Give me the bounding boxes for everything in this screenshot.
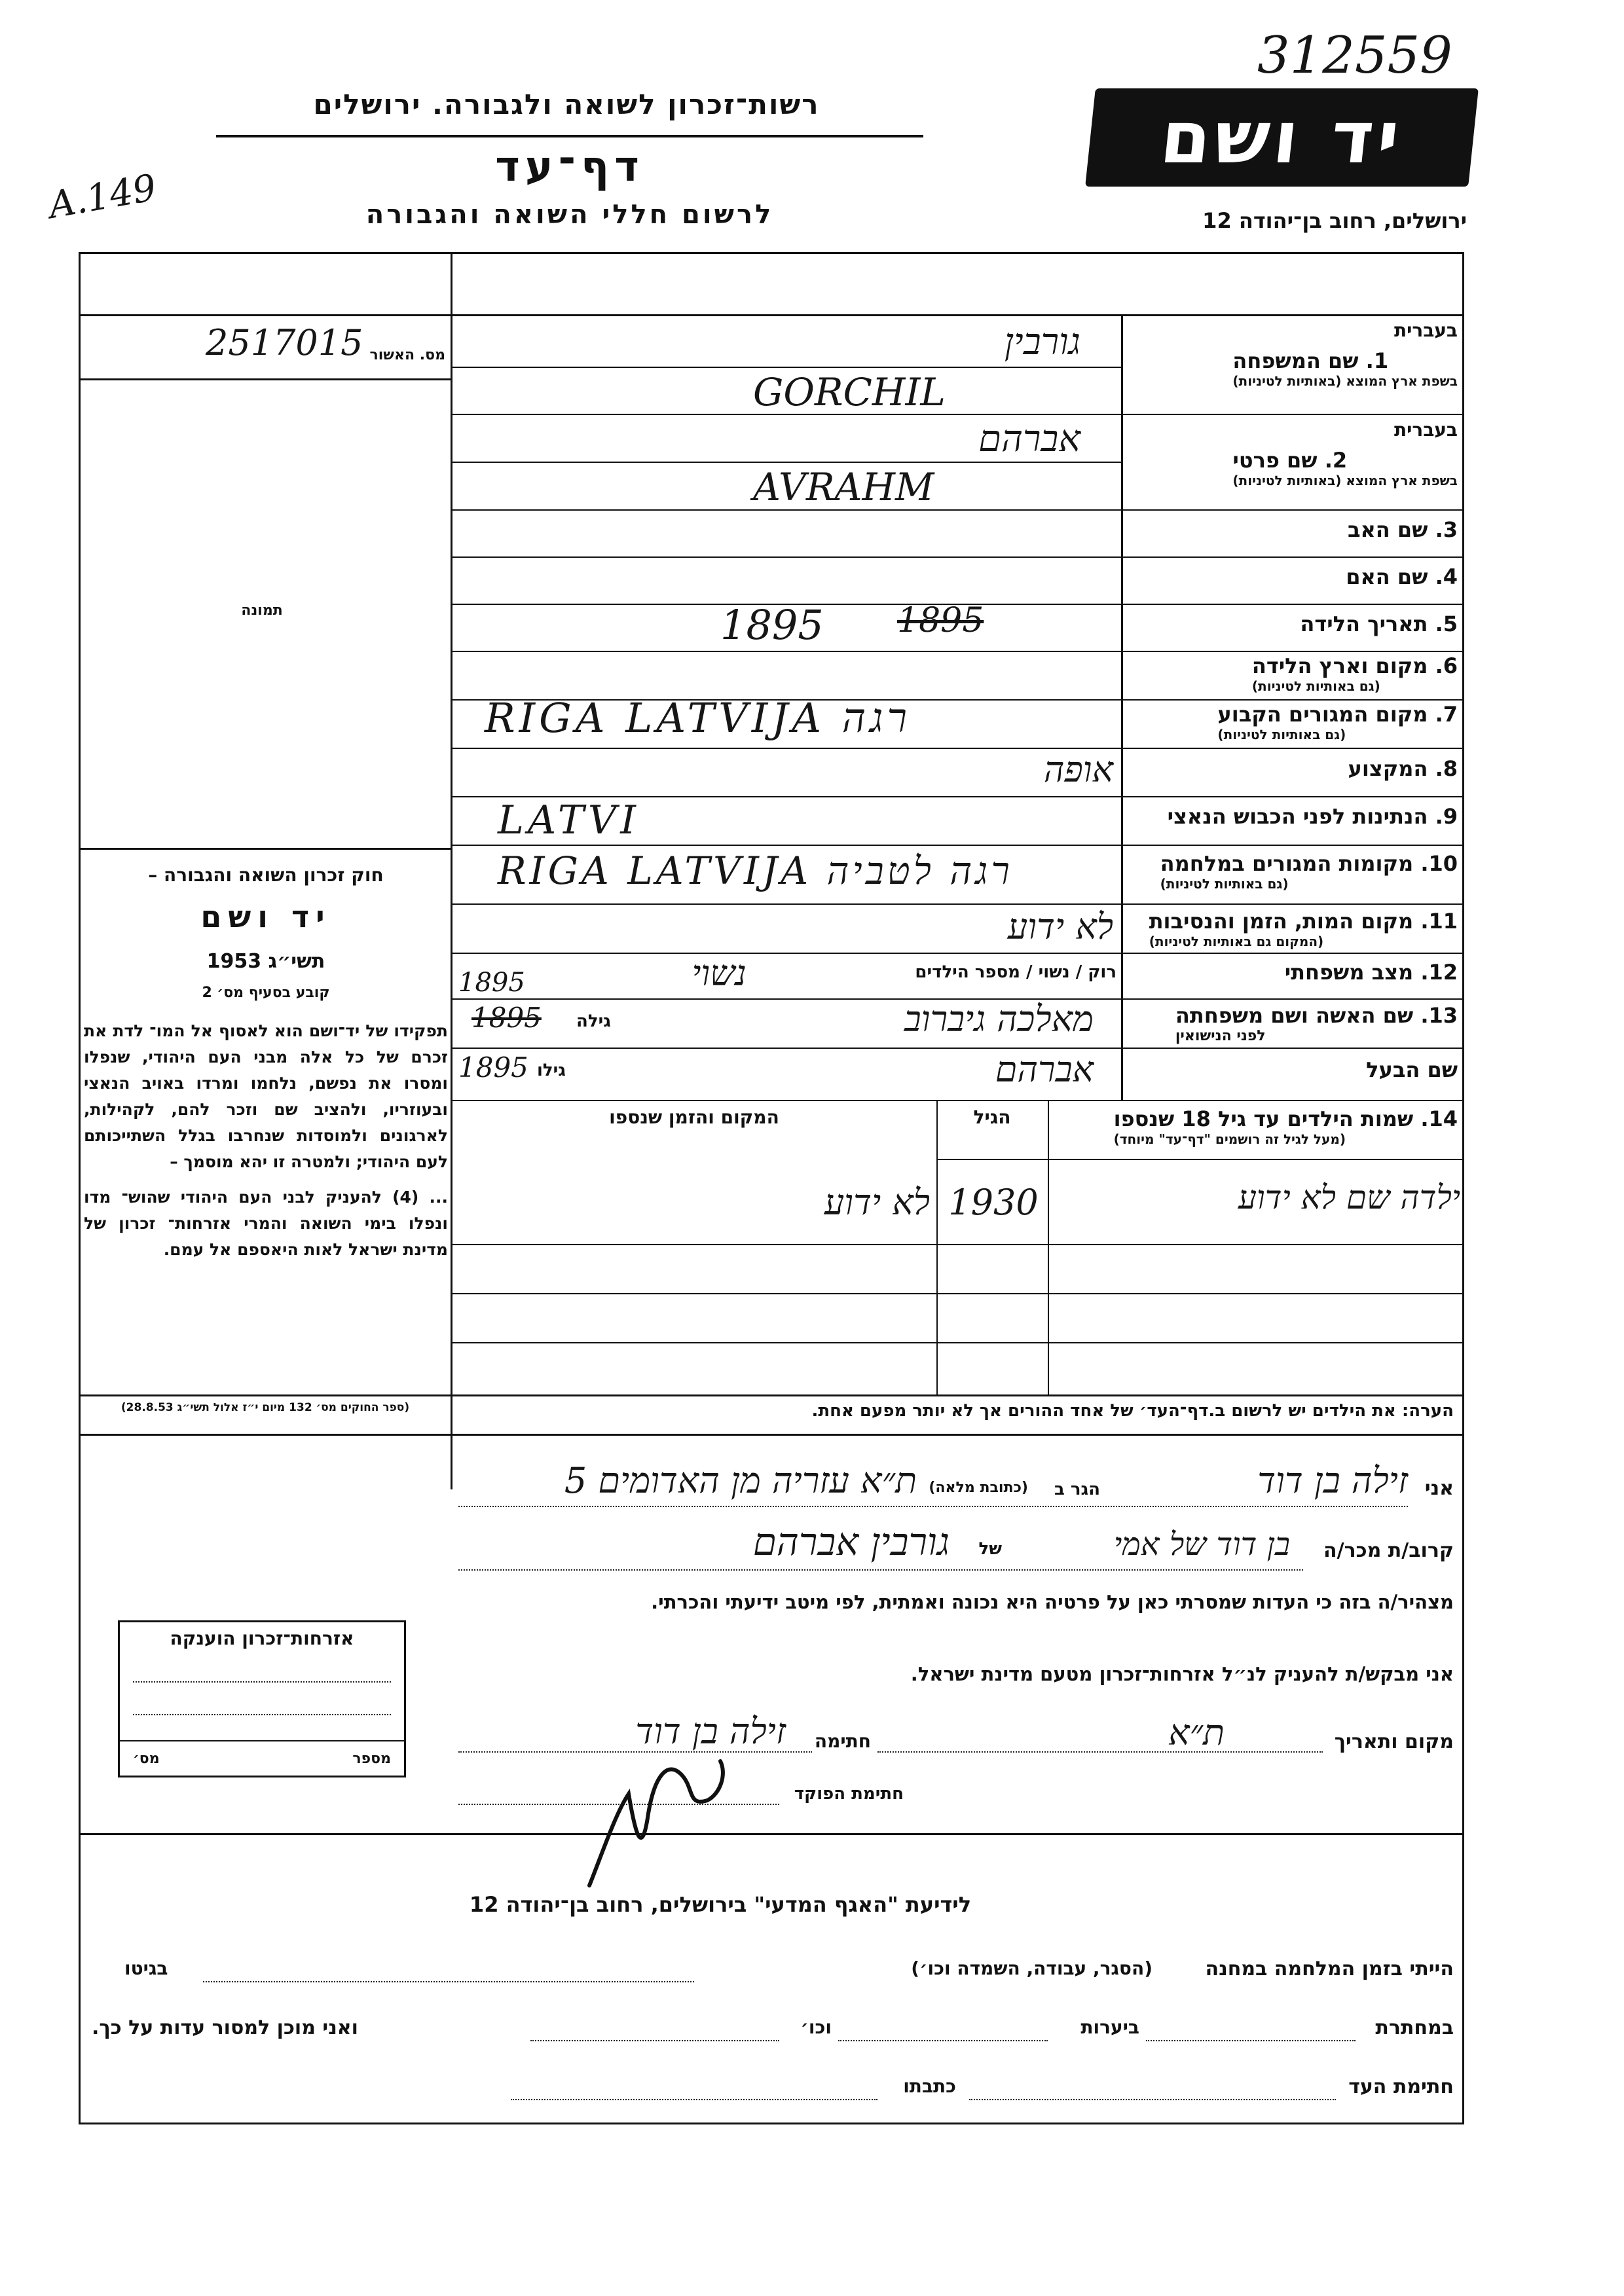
children-note: הערה: את הילדים יש לרשום ב.דף־העד׳ של אחד ההורים אך לא יותר מפעם אחת.: [811, 1401, 1454, 1421]
declaration-statement: מצהיר/ה בזה כי העדות שמסרתי כאן על פרטיה היא נכונה ואמתית, לפי מיטב ידיעתי והכרתי.: [651, 1591, 1454, 1613]
field-first-name: בעברית 2. שם פרטי בשפת ארץ המוצא (באותיות לטיניות): [1232, 419, 1458, 488]
serial-number-value: 2517015: [206, 322, 363, 363]
children-header: 14. שמות הילדים עד גיל 18 שנספו (מעל לגיל זה רושמים "דף־עד" מיוחד): [1113, 1106, 1458, 1147]
field-wife-name: 13. שם האשה ושם משפחתה לפני הנישואין: [1175, 1003, 1458, 1044]
yad-vashem-logo: יד ושם: [1085, 88, 1479, 187]
footer-line-1: הייתי בזמן המלחמה במחנה (הסגר, עבודה, השמדה וכו׳) בגיטו: [85, 1951, 1454, 1990]
form-subtitle: לרשום חללי השואה והגבורה: [365, 200, 774, 230]
relation-value[interactable]: בן דוד של אמי: [1113, 1526, 1290, 1563]
field-profession: 8. המקצוע: [1348, 756, 1458, 781]
dotted-line: [511, 2099, 877, 2100]
dotted-line: [458, 1569, 1303, 1571]
dotted-line: [133, 1714, 391, 1715]
top-right-annotation: [1257, 26, 1493, 85]
row-line: [451, 845, 1464, 846]
child-row-1-age[interactable]: 1930: [948, 1182, 1039, 1223]
declaration-line-1: אני זילה בן דוד הגר ב (כתובת מלאה) ת״א עזריה מן האדומים 5: [458, 1453, 1454, 1512]
row-line: [451, 1100, 1464, 1101]
marital-status-year: 1895: [458, 968, 525, 998]
child-row-1-name[interactable]: ילדה שם לא ידוע: [1238, 1178, 1460, 1216]
box-line: [120, 1740, 404, 1741]
husband-age-label: גילו: [537, 1061, 566, 1080]
address: ירושלים, רחוב בן־יהודה 12: [1202, 208, 1467, 233]
serial-number-block: [85, 324, 445, 363]
wife-name-value[interactable]: מאלכה גיברוב: [904, 998, 1094, 1040]
left-panel-top-line: [79, 314, 1464, 316]
law-ref: (ספר החוקים מס׳ 132 מיום י״ז אלול תשי״ג 28.8.53): [120, 1401, 410, 1414]
declarant-address[interactable]: ת״א עזריה מן האדומים 5: [564, 1460, 917, 1501]
field-birth-place: 6. מקום וארץ הלידה (גם באותיות לטיניות): [1251, 653, 1458, 694]
row-line: [451, 651, 1464, 652]
field-death-place: 11. מקום המות, הזמן והנסיבות (המקום גם באותיות לטיניות): [1149, 909, 1458, 949]
profession-value[interactable]: אופה: [1043, 749, 1113, 790]
declaration-sign-row: מקום ותאריך ת״א חתימה זילה בן דוד: [458, 1705, 1454, 1758]
children-name-divider: [1048, 1100, 1049, 1394]
birth-date-crossed-value: 1895: [897, 601, 984, 640]
left-panel-divider: [451, 252, 452, 1489]
law-text-2: ... (4) להעניק לבני העם היהודי שהוש־ מדו ונפלו בימי השואה והמרי אזרחות־ זכרון של מדינת ישראל לאות היאספם אל עמם.: [84, 1188, 449, 1259]
family-name-latin-value[interactable]: GORCHIL: [753, 370, 946, 414]
dotted-line: [133, 1681, 391, 1683]
children-row-line: [451, 1342, 1464, 1343]
field-father-name: 3. שם האב: [1347, 517, 1458, 542]
family-name-hebrew-value[interactable]: גורבין: [1004, 321, 1080, 363]
footer-top-line: [79, 1833, 1464, 1835]
row-line: [451, 367, 1121, 368]
wife-age-value[interactable]: 1895: [471, 1002, 542, 1034]
death-place-value[interactable]: לא ידוע: [1007, 906, 1113, 947]
law-name: יד ושם: [200, 899, 331, 934]
husband-age-value[interactable]: 1895: [458, 1051, 528, 1084]
children-row-line: [451, 1244, 1464, 1245]
serial-number-label: מס. האשור: [369, 347, 445, 363]
signature-value[interactable]: זילה בן דוד: [635, 1711, 786, 1752]
photo-label: תמונה: [241, 602, 283, 619]
first-name-hebrew-value[interactable]: אברהם: [978, 418, 1080, 460]
law-clause: קובע בסעיף מס׳ 2: [202, 985, 330, 1001]
law-title: חוק זכרון השואה והגבורה –: [148, 864, 384, 886]
field-family-name: בעברית 1. שם המשפחה בשפת ארץ המוצא (באותיות לטיניות): [1232, 319, 1458, 389]
field-wartime-residence: 10. מקומות המגורים במלחמה (גם באותיות לטיניות): [1160, 851, 1458, 892]
field-permanent-residence: 7. מקום המגורים הקבוע (גם באותיות לטיניות): [1217, 702, 1458, 742]
field-birth-date: 5. תאריך הלידה: [1300, 611, 1458, 636]
authority-underline: [216, 135, 923, 137]
place-date-value[interactable]: ת״א: [1168, 1712, 1225, 1753]
children-age-header: הגיל: [973, 1106, 1011, 1128]
law-text-1: תפקידו של יד־ושם הוא לאסוף אל המו־ לדת את זכרם של כל אלה מבני העם היהודי, שנפלו ומסרו את נפשם, נלחמו ומרדו באויב הנאצי ובעוזריו, ולהציב שם וזכר להם, לקהילות, לארגונים ולמוסדות שנחרבו בגלל השתייכותם לעם היהודי; ולמטרה זו יהא מוסמך –: [84, 1021, 448, 1171]
dotted-line: [1146, 2040, 1356, 2041]
wartime-residence-value[interactable]: RIGA LATVIJA רגה לטביה: [498, 848, 1013, 893]
declaration-line-2: קרוב/ת מכר/ה בן דוד של אמי של גורבין אברהם: [458, 1516, 1454, 1575]
form-title: דף־עד: [495, 143, 644, 191]
label-column-divider: [1121, 314, 1123, 1100]
field-marital-status: 12. מצב משפחתי: [1284, 960, 1458, 985]
law-year: תשי״ג 1953: [206, 950, 325, 973]
nationality-value[interactable]: LATVI: [498, 797, 640, 843]
relation-of-value[interactable]: גורבין אברהם: [752, 1520, 950, 1564]
marital-status-value[interactable]: נשוי: [692, 953, 747, 994]
row-line: [451, 903, 1464, 905]
birth-date-value[interactable]: 1895: [720, 601, 824, 649]
first-name-latin-value[interactable]: AVRAHM: [753, 465, 934, 509]
footer-line-2: במחתרת ביערות וכו׳ ואני מוכן למסור עדות על כך.: [85, 2010, 1454, 2049]
declarant-name[interactable]: זילה בן דוד: [1257, 1460, 1408, 1501]
children-row-line: [451, 1293, 1464, 1294]
footer-title: לידיעת "האגף המדעי" בירושלים, רחוב בן־יהודה 12: [469, 1892, 972, 1917]
marital-status-prompt: רוק / נשוי / מספר הילדים: [915, 962, 1116, 982]
photo-box-bottom: [79, 848, 452, 850]
permanent-residence-value[interactable]: RIGA LATVIJA רגה: [485, 694, 911, 742]
law-block: [84, 864, 448, 1453]
row-line: [451, 556, 1464, 558]
husband-name-value[interactable]: אברהם: [995, 1049, 1094, 1090]
officer-signature-row: חתימת הפוקד: [458, 1771, 917, 1817]
authority-title: רשות־זכרון לשואה ולגבורה. ירושלים: [313, 88, 820, 120]
dotted-line: [838, 2040, 1048, 2041]
citizenship-box: אזרחות־זכרון הוענקה מספר מס׳: [118, 1620, 406, 1777]
field-husband-name: שם הבעל: [1366, 1057, 1458, 1082]
dotted-line: [458, 1506, 1408, 1507]
footer-line-3: חתימת העד כתבתו: [85, 2069, 1454, 2108]
declaration-request: אני מבקש/ת להעניק לנ״ל אזרחות־זכרון מטעם מדינת ישראל.: [910, 1663, 1454, 1685]
child-row-1-place[interactable]: לא ידוע: [824, 1182, 930, 1223]
dotted-line: [969, 2099, 1336, 2100]
note-bottom-line: [451, 1434, 1464, 1436]
wife-age-label: גילה: [576, 1011, 611, 1031]
archive-number: 312559: [1257, 26, 1452, 85]
field-mother-name: 4. שם האם: [1346, 564, 1458, 589]
dotted-line: [877, 1751, 1323, 1753]
children-place-header: המקום והזמן שנספו: [609, 1106, 779, 1128]
dotted-line: [203, 1981, 694, 1982]
left-bottom-line: [79, 1434, 452, 1436]
children-age-divider: [936, 1100, 938, 1394]
law-ref-top-line: [79, 1394, 1464, 1396]
officer-signature-scribble: [563, 1735, 760, 1899]
margin-code: A.149: [45, 166, 160, 227]
dotted-line: [530, 2040, 779, 2041]
serial-number-line: [79, 378, 452, 380]
field-nationality: 9. הנתינות לפני הכבוש הנאצי: [1167, 804, 1458, 829]
children-header-line: [936, 1159, 1464, 1160]
